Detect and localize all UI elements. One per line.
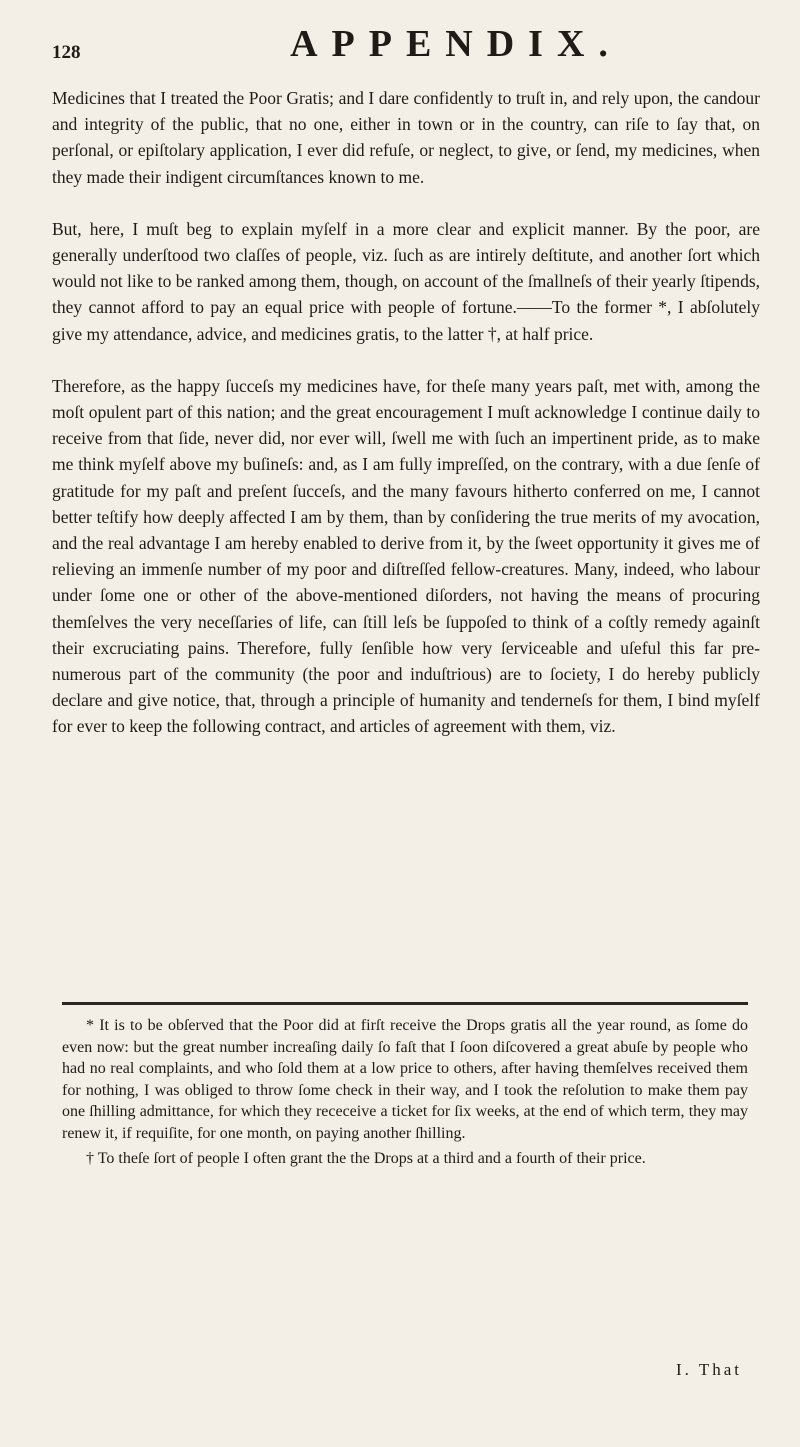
paragraph-medicines-gratis: Medicines that I treated the Poor Gratis; and I dare confidently to truſt in, and rely upon, the candour and integrity of the public, that no one, either in town or in the country, can riſe to ſay that, on perſonal, or epiſtolary application, I ever did refuſe, or neglect, to give, or ſend, my medicines, when they made their indigent circumſtances known to me. [52,88,760,187]
paragraph-explanation-poor: But, here, I muſt beg to explain myſelf in a more clear and explicit manner. By the poor, are generally underſtood two claſſes of people, viz. ſuch as are intirely deſtitute, and another ſort which would not like to be ranked among them, though, on account of the ſmallneſs of their yearly ſtipends, they cannot afford to pay an equal price with people of fortune.——To the former *, I abſolutely give my attendance, advice, and medicines gratis, to the latter †, at half price. [52,218,760,344]
page-number: 128 [52,42,81,63]
running-title: APPENDIX. [290,23,622,65]
paragraph-therefore: Therefore, as the happy ſucceſs my medicines have, for theſe many years paſt, met with, among the moſt opulent part of this nation; and the great encouragement I muſt acknowledge I continue daily to receive from that ſide, never did, nor ever will, ſwell me with ſuch an impertinent pride, as to make me think myſelf above my buſineſs: and, as I am fully impreſſed, on the contrary, with a due ſenſe of gratitude for my paſt and preſent ſucceſs, and the many favours hitherto conferred on me, I cannot better teſtify how deeply affected I am by them, than by conſidering the true merits of my avocation, and the real advantage I am hereby enabled to derive from it, by the ſweet opportunity it gives me of relieving an immenſe number of my poor and diſtreſſed fellow-creatures. Many, indeed, who labour under ſome one or other of the above-mentioned diſorders, not having the means of procuring themſelves the very neceſſaries of life, can ſtill leſs be ſuppoſed to think of a coſtly remedy againſt their excruciating pains. Therefore, fully ſenſible how very ſerviceable and uſeful this far pre-numerous part of the community (the poor and induſtrious) are to ſociety, I do hereby publicly declare and give notice, that, through a principle of humanity and tenderneſs for them, I bind myſelf for ever to keep the following contract, and articles of agreement with them, viz. [52,375,760,737]
body-text [52,85,760,766]
footnote-dagger: † To theſe ſort of people I often grant the the Drops at a third and a fourth of their price. [86,1150,646,1167]
footnote-asterisk: * It is to be obſerved that the Poor did at firſt receive the Drops gratis all the year round, as ſome do even now: but the great number increaſing daily ſo faſt that I ſoon diſcovered a great abuſe by people who had no real complaints, and who ſold them at a low price to others, after having themſelves received them for nothing, I was obliged to throw ſome check in their way, and I took the reſolution to make them pay one ſhilling admittance, for which they receceive a ticket for ſix weeks, at the end of which term, they may renew it, if requiſite, for one month, on paying another ſhilling. [62,1017,748,1142]
footnote-divider [62,1002,748,1005]
footnotes [62,1015,748,1174]
page-header [52,22,760,66]
catchword: I. That [675,1360,742,1379]
